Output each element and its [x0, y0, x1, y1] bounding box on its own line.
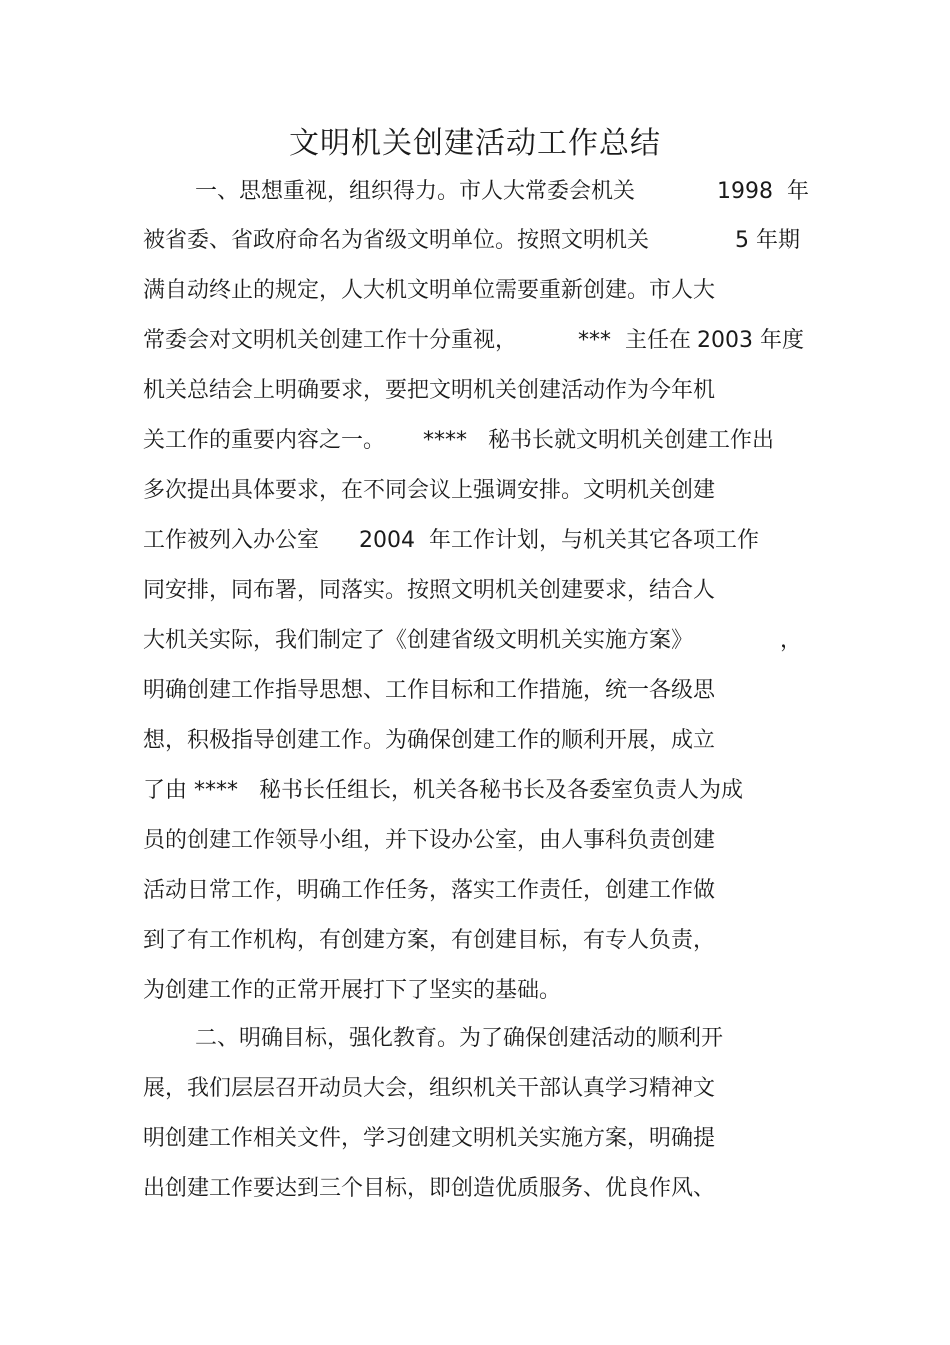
paragraph-line: 工作被列入办公室	[143, 528, 320, 553]
document-title: 文明机关创建活动工作总结	[289, 126, 661, 161]
paragraph-line: 常委会对文明机关创建工作十分重视，	[143, 328, 518, 353]
paragraph-line: 出创建工作要达到三个目标，即创造优质服务、优良作风、	[143, 1176, 716, 1201]
paragraph-line: 员的创建工作领导小组，并下设办公室，由人事科负责创建	[143, 828, 716, 853]
paragraph-line: 多次提出具体要求，在不同会议上强调安排。文明机关创建	[143, 478, 716, 503]
paragraph-line: 关工作的重要内容之一。	[143, 428, 386, 453]
paragraph-fragment: 2003 年度	[697, 328, 804, 353]
paragraph-fragment: 2004 年工作计划，与机关其它各项工作	[359, 528, 759, 553]
paragraph-fragment: ，	[780, 628, 803, 653]
paragraph-line: 到了有工作机构，有创建方案，有创建目标，有专人负责，	[143, 928, 716, 953]
paragraph-line: 机关总结会上明确要求，要把文明机关创建活动作为今年机	[143, 378, 716, 403]
paragraph-line: 展，我们层层召开动员大会，组织机关干部认真学习精神文	[143, 1076, 716, 1101]
paragraph-line: 满自动终止的规定，人大机文明单位需要重新创建。市人大	[143, 278, 716, 303]
paragraph-line: 为创建工作的正常开展打下了坚实的基础。	[143, 978, 562, 1003]
paragraph-line: 二、明确目标，强化教育。为了确保创建活动的顺利开	[195, 1026, 724, 1051]
paragraph-line: 想，积极指导创建工作。为确保创建工作的顺利开展，成立	[143, 728, 716, 753]
paragraph-line: 一、思想重视，组织得力。市人大常委会机关	[195, 179, 636, 204]
paragraph-fragment: **** 秘书长就文明机关创建工作出	[423, 428, 774, 453]
paragraph-line: 明确创建工作指导思想、工作目标和工作措施，统一各级思	[143, 678, 716, 703]
paragraph-line: 被省委、省政府命名为省级文明单位。按照文明机关	[143, 228, 650, 253]
paragraph-fragment: *** 主任在	[578, 328, 691, 353]
paragraph-line: 大机关实际，我们制定了《创建省级文明机关实施方案》	[143, 628, 694, 653]
paragraph-fragment: 5 年期	[735, 228, 800, 253]
paragraph-line: 活动日常工作，明确工作任务，落实工作责任，创建工作做	[143, 878, 716, 903]
paragraph-line: 同安排，同布署，同落实。按照文明机关创建要求，结合人	[143, 578, 716, 603]
paragraph-line: 了由 **** 秘书长任组长，机关各秘书长及各委室负责人为成	[143, 778, 743, 803]
paragraph-line: 明创建工作相关文件，学习创建文明机关实施方案，明确提	[143, 1126, 716, 1151]
paragraph-fragment: 1998 年	[717, 179, 809, 204]
